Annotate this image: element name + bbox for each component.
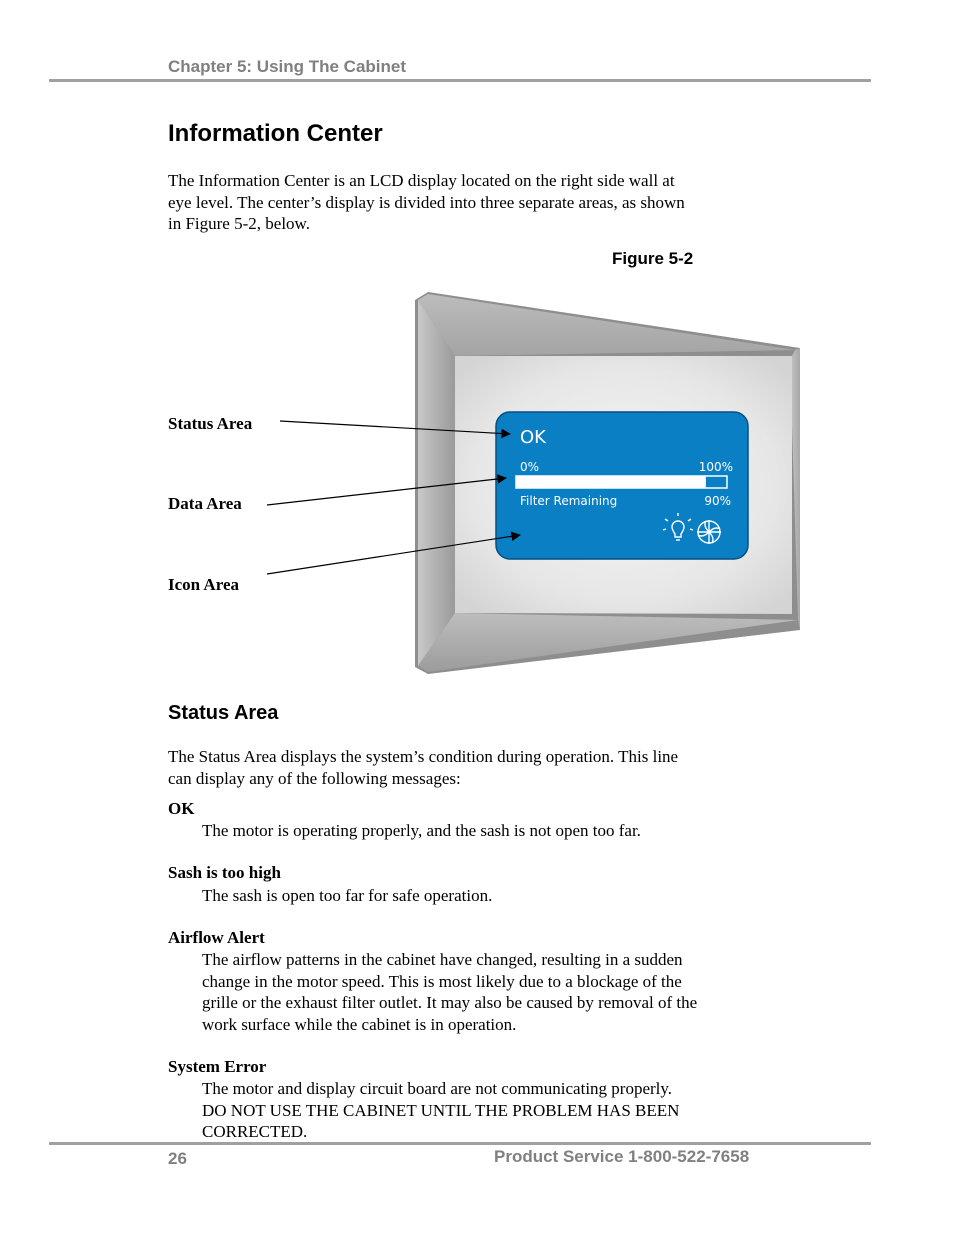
message-line: DO NOT USE THE CABINET UNTIL THE PROBLEM HAS BEEN (202, 1100, 680, 1120)
message-line: grille or the exhaust filter outlet. It may also be caused by removal of the (202, 993, 698, 1012)
footer-rule (49, 1142, 871, 1145)
message-line: change in the motor speed. This is most likely due to a blockage of the (202, 971, 682, 991)
figure-caption: Figure 5-2 (612, 249, 694, 268)
product-service-phone: Product Service 1-800-522-7658 (494, 1147, 750, 1166)
message-line: work surface while the cabinet is in operation. (202, 1014, 517, 1034)
lcd-bar-min: 0% (520, 460, 540, 474)
section-title: Information Center (168, 120, 383, 147)
status-area-title: Status Area (168, 702, 279, 724)
status-area-intro (168, 746, 678, 789)
status-intro-line: can display any of the following messages: (168, 768, 461, 788)
callout-icon-area: Icon Area (168, 575, 239, 594)
page-number: 26 (168, 1149, 187, 1168)
lcd-data-label: Filter Remaining (520, 494, 618, 508)
callout-status-area: Status Area (168, 414, 253, 433)
message-line: The airflow patterns in the cabinet have changed, resulting in a sudden (202, 950, 683, 969)
message-def-sash (202, 885, 762, 907)
intro-line: in Figure 5-2, below. (168, 214, 310, 233)
message-line: CORRECTED. (202, 1122, 308, 1141)
message-def-airflow (202, 949, 762, 1035)
message-term-airflow: Airflow Alert (168, 928, 265, 947)
message-line: The motor is operating properly, and the sash is not open too far. (202, 821, 641, 840)
housing-top-bevel (418, 294, 795, 356)
intro-line: The Information Center is an LCD display located on the right side wall at (168, 171, 675, 190)
lcd-data-value: 90% (704, 494, 731, 508)
lcd-status-text: OK (520, 427, 546, 448)
message-line: The sash is open too far for safe operation. (202, 886, 493, 905)
message-line: The motor and display circuit board are not communicating properly. (202, 1079, 673, 1098)
message-term-sash: Sash is too high (168, 863, 281, 882)
housing-bottom-bevel (418, 613, 798, 672)
message-term-system-error: System Error (168, 1057, 267, 1076)
status-intro-line: The Status Area displays the system’s condition during operation. This line (168, 747, 679, 766)
lcd-bar-max: 100% (698, 460, 733, 474)
message-def-system-error (202, 1078, 762, 1143)
intro-line: eye level. The center’s display is divided into three separate areas, as shown (168, 192, 685, 212)
chapter-header: Chapter 5: Using The Cabinet (168, 57, 407, 76)
housing-left-bevel (418, 300, 455, 666)
message-term-ok: OK (168, 799, 195, 818)
filter-bar-fill (516, 476, 706, 488)
message-def-ok (202, 820, 762, 842)
callout-data-area: Data Area (168, 494, 242, 513)
lcd-screen (496, 412, 748, 559)
